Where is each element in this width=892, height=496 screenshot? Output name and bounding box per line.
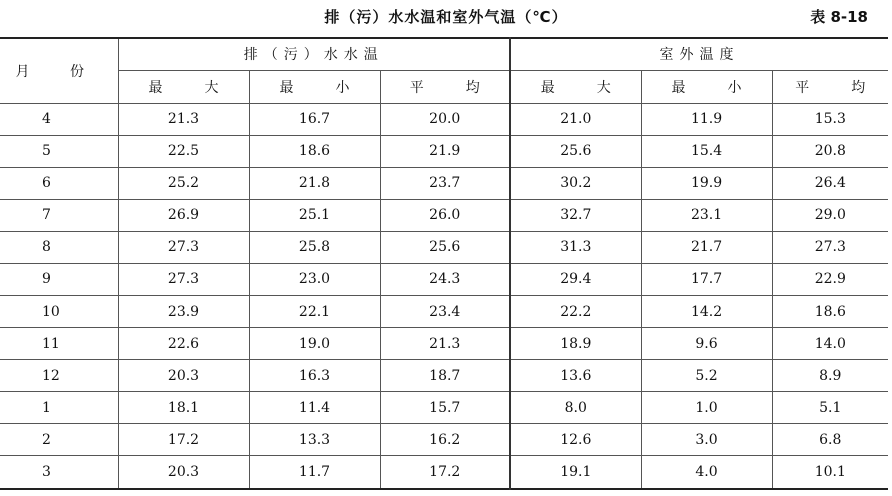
table-title: 排（污）水水温和室外气温（℃） [324,8,568,26]
water-max-cell: 27.3 [118,231,249,263]
table-row [0,135,888,167]
water-avg-cell: 16.2 [380,424,510,456]
outdoor-max-cell: 29.4 [510,263,641,295]
outdoor-avg-cell: 18.6 [772,295,888,327]
water-max-header: 最 大 [118,70,249,103]
table-row [0,360,888,392]
water-min-cell: 13.3 [249,424,380,456]
outdoor-max-cell: 32.7 [510,199,641,231]
water-max-cell: 18.1 [118,392,249,424]
outdoor-avg-cell: 14.0 [772,328,888,360]
month-cell: 1 [0,392,118,424]
water-min-cell: 21.8 [249,167,380,199]
water-avg-cell: 26.0 [380,199,510,231]
outdoor-min-cell: 21.7 [641,231,772,263]
month-cell: 2 [0,424,118,456]
outdoor-avg-header: 平 均 [772,70,888,103]
water-min-cell: 11.7 [249,456,380,489]
table-row [0,231,888,263]
water-avg-cell: 23.4 [380,295,510,327]
water-min-cell: 23.0 [249,263,380,295]
outdoor-avg-cell: 6.8 [772,424,888,456]
water-max-cell: 17.2 [118,424,249,456]
table-row [0,167,888,199]
water-avg-cell: 15.7 [380,392,510,424]
outdoor-max-cell: 12.6 [510,424,641,456]
outdoor-avg-cell: 26.4 [772,167,888,199]
month-cell: 5 [0,135,118,167]
water-min-cell: 22.1 [249,295,380,327]
outdoor-min-cell: 17.7 [641,263,772,295]
outdoor-max-cell: 21.0 [510,103,641,135]
outdoor-min-cell: 11.9 [641,103,772,135]
table-number: 表 8-18 [810,8,868,26]
outdoor-min-cell: 14.2 [641,295,772,327]
outdoor-max-cell: 13.6 [510,360,641,392]
outdoor-avg-cell: 5.1 [772,392,888,424]
month-cell: 4 [0,103,118,135]
outdoor-avg-cell: 22.9 [772,263,888,295]
water-min-cell: 16.3 [249,360,380,392]
outdoor-max-cell: 25.6 [510,135,641,167]
outdoor-min-cell: 23.1 [641,199,772,231]
water-avg-cell: 25.6 [380,231,510,263]
outdoor-avg-cell: 10.1 [772,456,888,489]
outdoor-min-cell: 15.4 [641,135,772,167]
outdoor-max-cell: 22.2 [510,295,641,327]
month-column-header: 月 份 [0,38,118,103]
outdoor-min-cell: 9.6 [641,328,772,360]
month-cell: 7 [0,199,118,231]
water-max-cell: 27.3 [118,263,249,295]
month-cell: 12 [0,360,118,392]
water-max-cell: 25.2 [118,167,249,199]
outdoor-avg-cell: 29.0 [772,199,888,231]
water-min-cell: 16.7 [249,103,380,135]
table-row [0,392,888,424]
outdoor-max-cell: 30.2 [510,167,641,199]
water-min-cell: 18.6 [249,135,380,167]
outdoor-min-cell: 1.0 [641,392,772,424]
outdoor-avg-cell: 20.8 [772,135,888,167]
temperature-table [0,37,888,490]
outdoor-min-header: 最 小 [641,70,772,103]
water-max-cell: 23.9 [118,295,249,327]
water-avg-cell: 23.7 [380,167,510,199]
table-row [0,199,888,231]
month-cell: 8 [0,231,118,263]
water-max-cell: 22.5 [118,135,249,167]
table-row [0,103,888,135]
outdoor-avg-cell: 15.3 [772,103,888,135]
water-avg-cell: 17.2 [380,456,510,489]
water-temp-group-header: 排（污）水水温 [118,38,510,70]
water-min-cell: 19.0 [249,328,380,360]
table-row [0,295,888,327]
outdoor-min-cell: 4.0 [641,456,772,489]
month-cell: 3 [0,456,118,489]
water-max-cell: 20.3 [118,360,249,392]
table-row [0,263,888,295]
outdoor-max-cell: 31.3 [510,231,641,263]
water-min-cell: 25.8 [249,231,380,263]
outdoor-max-cell: 19.1 [510,456,641,489]
table-row [0,424,888,456]
month-cell: 10 [0,295,118,327]
water-max-cell: 21.3 [118,103,249,135]
table-row [0,328,888,360]
outdoor-min-cell: 3.0 [641,424,772,456]
water-avg-cell: 24.3 [380,263,510,295]
outdoor-min-cell: 5.2 [641,360,772,392]
water-min-header: 最 小 [249,70,380,103]
water-max-cell: 20.3 [118,456,249,489]
outdoor-max-cell: 18.9 [510,328,641,360]
water-max-cell: 22.6 [118,328,249,360]
month-cell: 11 [0,328,118,360]
water-avg-cell: 20.0 [380,103,510,135]
month-cell: 9 [0,263,118,295]
outdoor-max-cell: 8.0 [510,392,641,424]
water-min-cell: 11.4 [249,392,380,424]
outdoor-temp-group-header: 室外温度 [510,38,888,70]
water-avg-header: 平 均 [380,70,510,103]
water-avg-cell: 21.3 [380,328,510,360]
outdoor-min-cell: 19.9 [641,167,772,199]
table-row [0,456,888,489]
month-cell: 6 [0,167,118,199]
water-avg-cell: 21.9 [380,135,510,167]
water-max-cell: 26.9 [118,199,249,231]
water-avg-cell: 18.7 [380,360,510,392]
outdoor-avg-cell: 8.9 [772,360,888,392]
outdoor-avg-cell: 27.3 [772,231,888,263]
water-min-cell: 25.1 [249,199,380,231]
outdoor-max-header: 最 大 [510,70,641,103]
